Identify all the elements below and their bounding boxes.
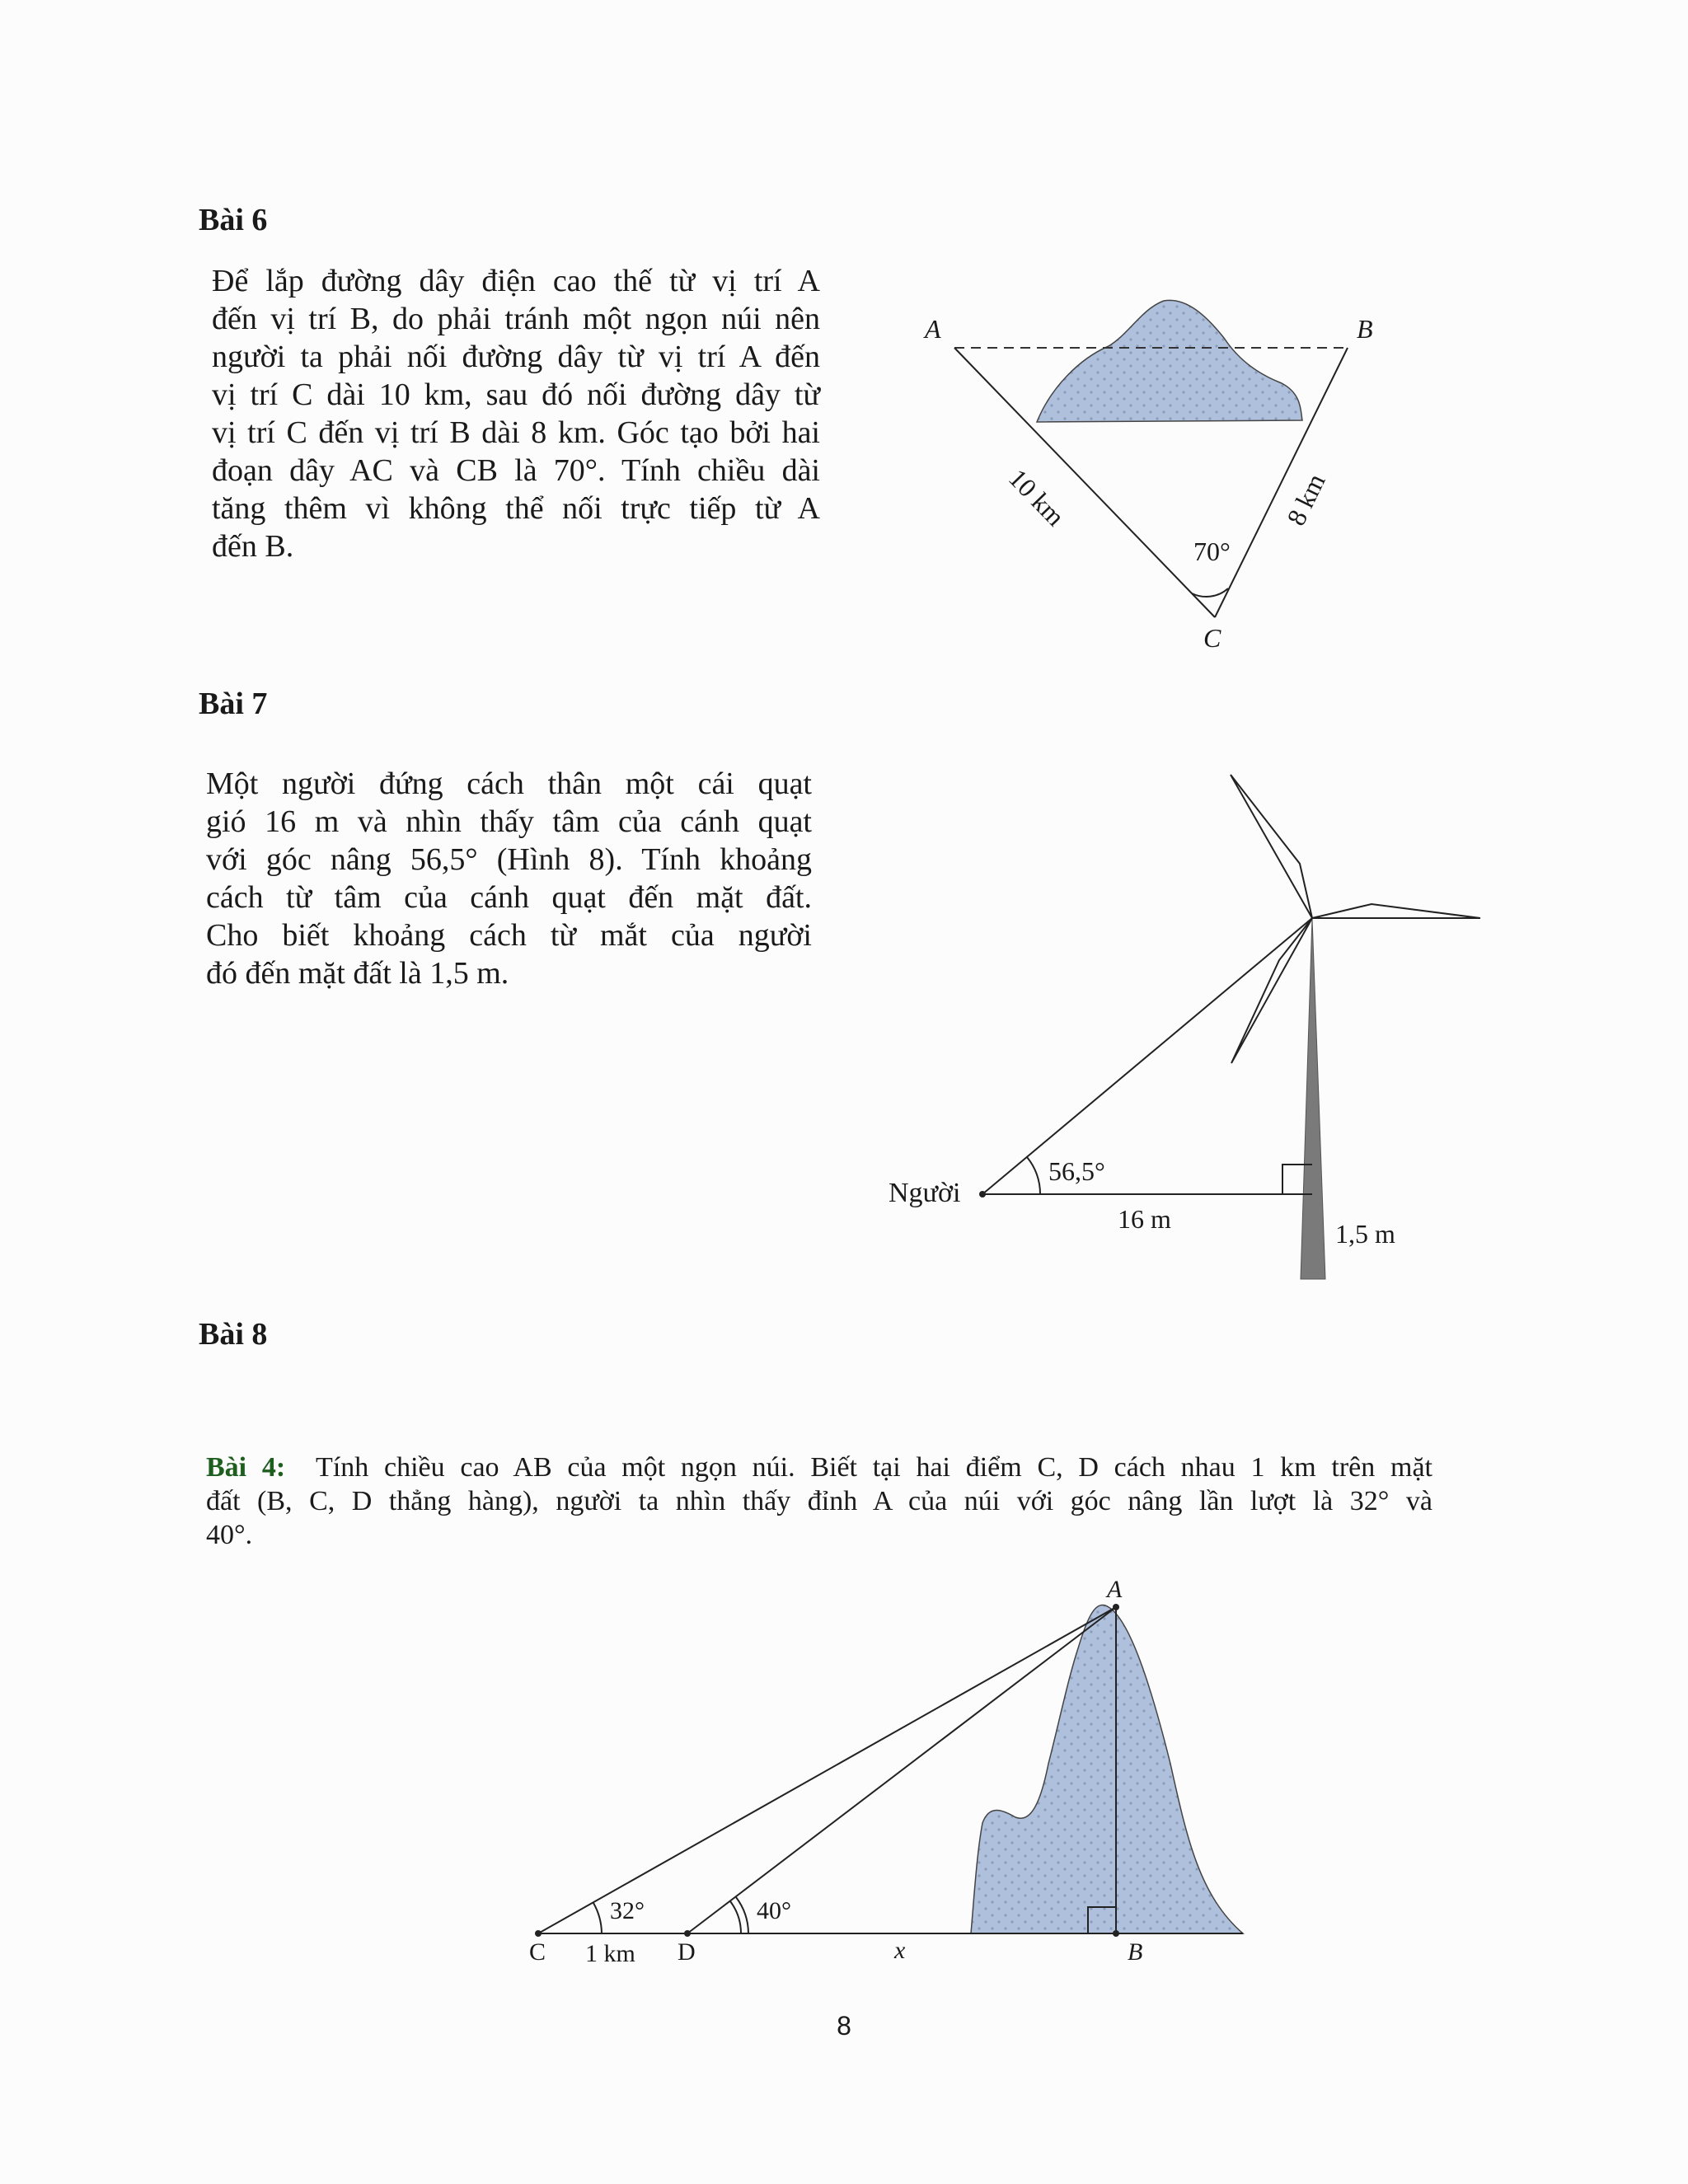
text-line: vị trí C dài 10 km, sau đó nối đường dây từ bbox=[212, 377, 820, 412]
label-angle-c: 32° bbox=[610, 1897, 645, 1924]
label-b: B bbox=[1357, 314, 1373, 344]
label-a: A bbox=[925, 314, 941, 344]
label-angle-c: 70° bbox=[1193, 537, 1231, 566]
text-line: Cho biết khoảng cách từ mắt của người bbox=[206, 918, 812, 953]
problem-label: Bài 4: bbox=[206, 1452, 286, 1483]
text-line: Để lắp đường dây điện cao thế từ vị trí A bbox=[212, 264, 820, 298]
text-line: gió 16 m và nhìn thấy tâm của cánh quạt bbox=[206, 804, 812, 839]
label-cd-length: 1 km bbox=[585, 1940, 635, 1967]
label-c: C bbox=[1203, 623, 1221, 653]
turbine-blade-down bbox=[1231, 918, 1312, 1063]
angle-arc-d-inner bbox=[730, 1901, 741, 1933]
angle-arc bbox=[1027, 1157, 1040, 1194]
text-line: vị trí C đến vị trí B dài 8 km. Góc tạo bởi hai bbox=[212, 415, 820, 450]
person-point bbox=[979, 1191, 986, 1197]
text-line: đến vị trí B, do phải tránh một ngọn núi nên bbox=[212, 302, 820, 336]
angle-arc-c bbox=[593, 1903, 602, 1933]
page-number: 8 bbox=[837, 2011, 851, 2041]
label-cb-length: 8 km bbox=[1280, 468, 1331, 531]
text-line: đến B. bbox=[212, 529, 294, 564]
bai7-figure bbox=[889, 775, 1480, 1279]
label-d: D bbox=[678, 1938, 696, 1966]
label-distance: 16 m bbox=[1118, 1204, 1171, 1234]
point-c bbox=[535, 1930, 542, 1937]
point-a bbox=[1113, 1604, 1119, 1610]
label-b: B bbox=[1128, 1938, 1143, 1966]
label-x: x bbox=[894, 1937, 906, 1964]
bai6-heading: Bài 6 bbox=[199, 203, 268, 237]
bai6-figure bbox=[923, 300, 1373, 653]
mountain-shape bbox=[1037, 300, 1302, 422]
point-d bbox=[684, 1930, 691, 1937]
bai8-figure bbox=[529, 1576, 1243, 1967]
bai7-heading: Bài 7 bbox=[199, 687, 268, 721]
bai8-heading: Bài 8 bbox=[199, 1317, 268, 1352]
label-angle: 56,5° bbox=[1048, 1156, 1105, 1186]
text-line: Một người đứng cách thân một cái quạt bbox=[206, 766, 812, 801]
problem-text-first-line: Tính chiều cao AB của một ngọn núi. Biết tại hai điểm C, D cách nhau 1 km trên mặt bbox=[316, 1452, 1432, 1483]
label-angle-d: 40° bbox=[757, 1897, 791, 1924]
text-line: 40°. bbox=[206, 1520, 253, 1550]
text-line: cách từ tâm của cánh quạt đến mặt đất. bbox=[206, 880, 812, 915]
text-line: đất (B, C, D thẳng hàng), người ta nhìn thấy đỉnh A của núi với góc nâng lần lượt là 32° và bbox=[206, 1486, 1432, 1516]
text-line: người ta phải nối đường dây từ vị trí A đến bbox=[212, 340, 820, 374]
sight-line bbox=[982, 918, 1312, 1194]
turbine-blade-right bbox=[1312, 904, 1480, 918]
label-person: Người bbox=[889, 1178, 961, 1208]
turbine-blade-up bbox=[1231, 775, 1312, 918]
label-eye-height: 1,5 m bbox=[1335, 1219, 1395, 1249]
label-ac-length: 10 km bbox=[1002, 462, 1071, 532]
text-line: đoạn dây AC và CB là 70°. Tính chiều dài bbox=[212, 453, 820, 488]
label-c: C bbox=[529, 1938, 546, 1966]
angle-arc bbox=[1192, 588, 1228, 597]
text-line: đó đến mặt đất là 1,5 m. bbox=[206, 956, 509, 991]
text-line: với góc nâng 56,5° (Hình 8). Tính khoảng bbox=[206, 842, 812, 877]
label-a: A bbox=[1107, 1576, 1123, 1603]
text-line: tăng thêm vì không thể nối trực tiếp từ A bbox=[212, 491, 820, 526]
wind-turbine-tower bbox=[1301, 918, 1325, 1279]
mountain-shape bbox=[971, 1605, 1243, 1933]
point-b bbox=[1113, 1930, 1119, 1937]
